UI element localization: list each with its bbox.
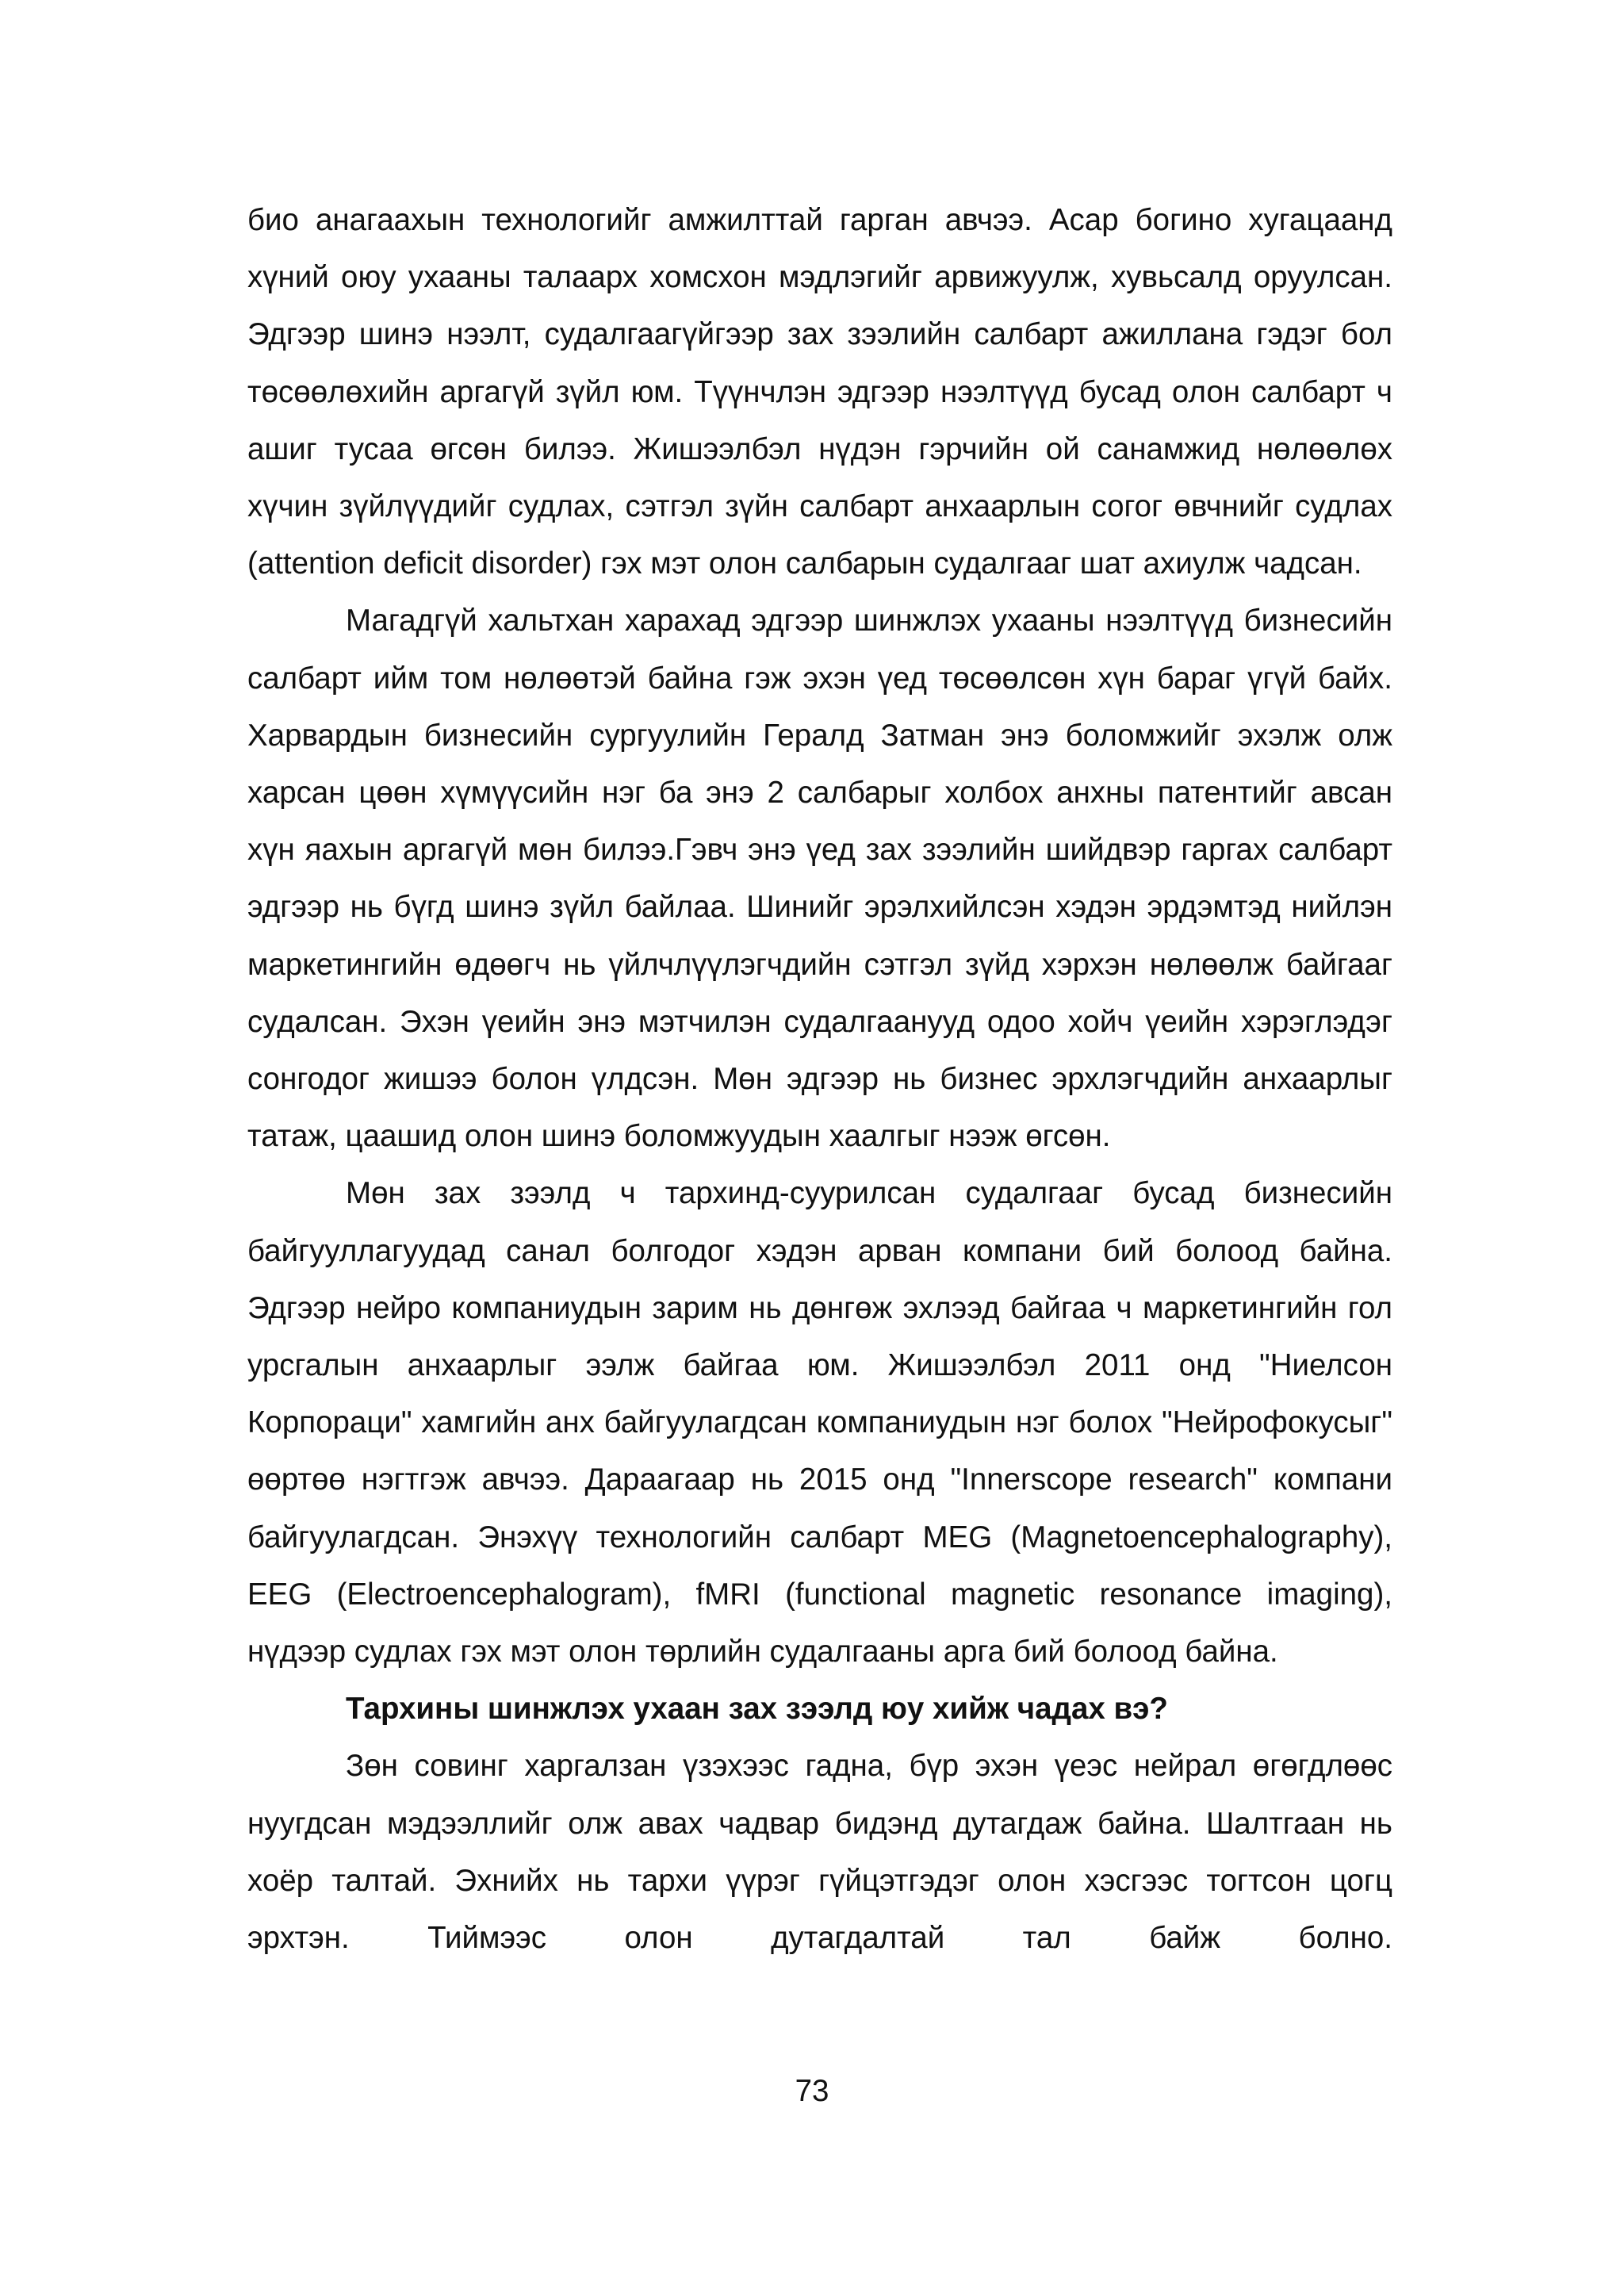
section-heading: Тархины шинжлэх ухаан зах зээлд юу хийж чадах вэ? (346, 1692, 1168, 1727)
page-body (247, 192, 1392, 1967)
page-number: 73 (795, 2074, 829, 2108)
paragraph-4: Зөн совинг харгалзан үзэхээс гадна, бүр эхэн үеэс нейрал өгөгдлөөс нуугдсан мэдээллийг олж авах чадвар бидэнд дутагдаж байна. Шалтгаан нь хоёр талтай. Эхнийх нь тархи үүрэг гүйцэтгэдэг олон хэсгээс тогтсон цогц эрхтэн. Тиймээс олон дутагдалтай тал байж болно. (247, 1749, 1392, 1956)
paragraph-2: Магадгүй хальтхан харахад эдгээр шинжлэх ухааны нээлтүүд бизнесийн салбарт ийм том нөлөөтэй байна гэж эхэн үед төсөөлсөн хүн бараг үгүй байх. Харвардын бизнесийн сургуулийн Гералд Затман энэ боломжийг эхэлж олж харсан цөөн хүмүүсийн нэг ба энэ 2 салбарыг холбох анхны патентийг авсан хүн яахын аргагүй мөн билээ.Гэвч энэ үед зах зээлийн шийдвэр гаргах салбарт эдгээр нь бүгд шинэ зүйл байлаа. Шинийг эрэлхийлсэн хэдэн эрдэмтэд нийлэн маркетингийн өдөөгч нь үйлчлүүлэгчдийн сэтгэл зүйд хэрхэн нөлөөлж байгааг судалсан. Эхэн үеийн энэ мэтчилэн судалгаанууд одоо хойч үеийн хэрэглэдэг сонгодог жишээ болон үлдсэн. Мөн эдгээр нь бизнес эрхлэгчдийн анхаарлыг татаж, цаашид олон шинэ боломжуудын хаалгыг нээж өгсөн. (247, 604, 1392, 1154)
paragraph-3: Мөн зах зээлд ч тархинд-суурилсан судалгааг бусад бизнесийн байгууллагуудад санал болгодог хэдэн арван компани бий болоод байна. Эдгээр нейро компаниудын зарим нь дөнгөж эхлээд байгаа ч маркетингийн гол урсгалын анхаарлыг ээлж байгаа юм. Жишээлбэл 2011 онд "Ниелсон Корпораци" хамгийн анх байгуулагдсан компаниудын нэг болох "Нейрофокусыг" өөртөө нэгтгэж авчээ. Дараагаар нь 2015 онд "Innerscope research" компани байгуулагдсан. Энэхүү технологийн салбарт MEG (Magnetoencephalography), EEG (Electroencephalogram), fMRI (functional magnetic resonance imaging), нүдээр судлах гэх мэт олон төрлийн судалгааны арга бий болоод байна. (247, 1176, 1392, 1669)
paragraph-1: био анагаахын технологийг амжилттай гарган авчээ. Асар богино хугацаанд хүний оюу ухааны талаарх хомсхон мэдлэгийг арвижуулж, хувьсалд оруулсан. Эдгээр шинэ нээлт, судалгаагүйгээр зах зээлийн салбарт ажиллана гэдэг бол төсөөлөхийн аргагүй зүйл юм. Түүнчлэн эдгээр нээлтүүд бусад олон салбарт ч ашиг тусаа өгсөн билээ. Жишээлбэл нүдэн гэрчийн ой санамжид нөлөөлөх хүчин зүйлүүдийг судлах, сэтгэл зүйн салбарт анхаарлын согог өвчнийг судлах (attention deficit disorder) гэх мэт олон салбарын судалгааг шат ахиулж чадсан. (247, 203, 1392, 581)
